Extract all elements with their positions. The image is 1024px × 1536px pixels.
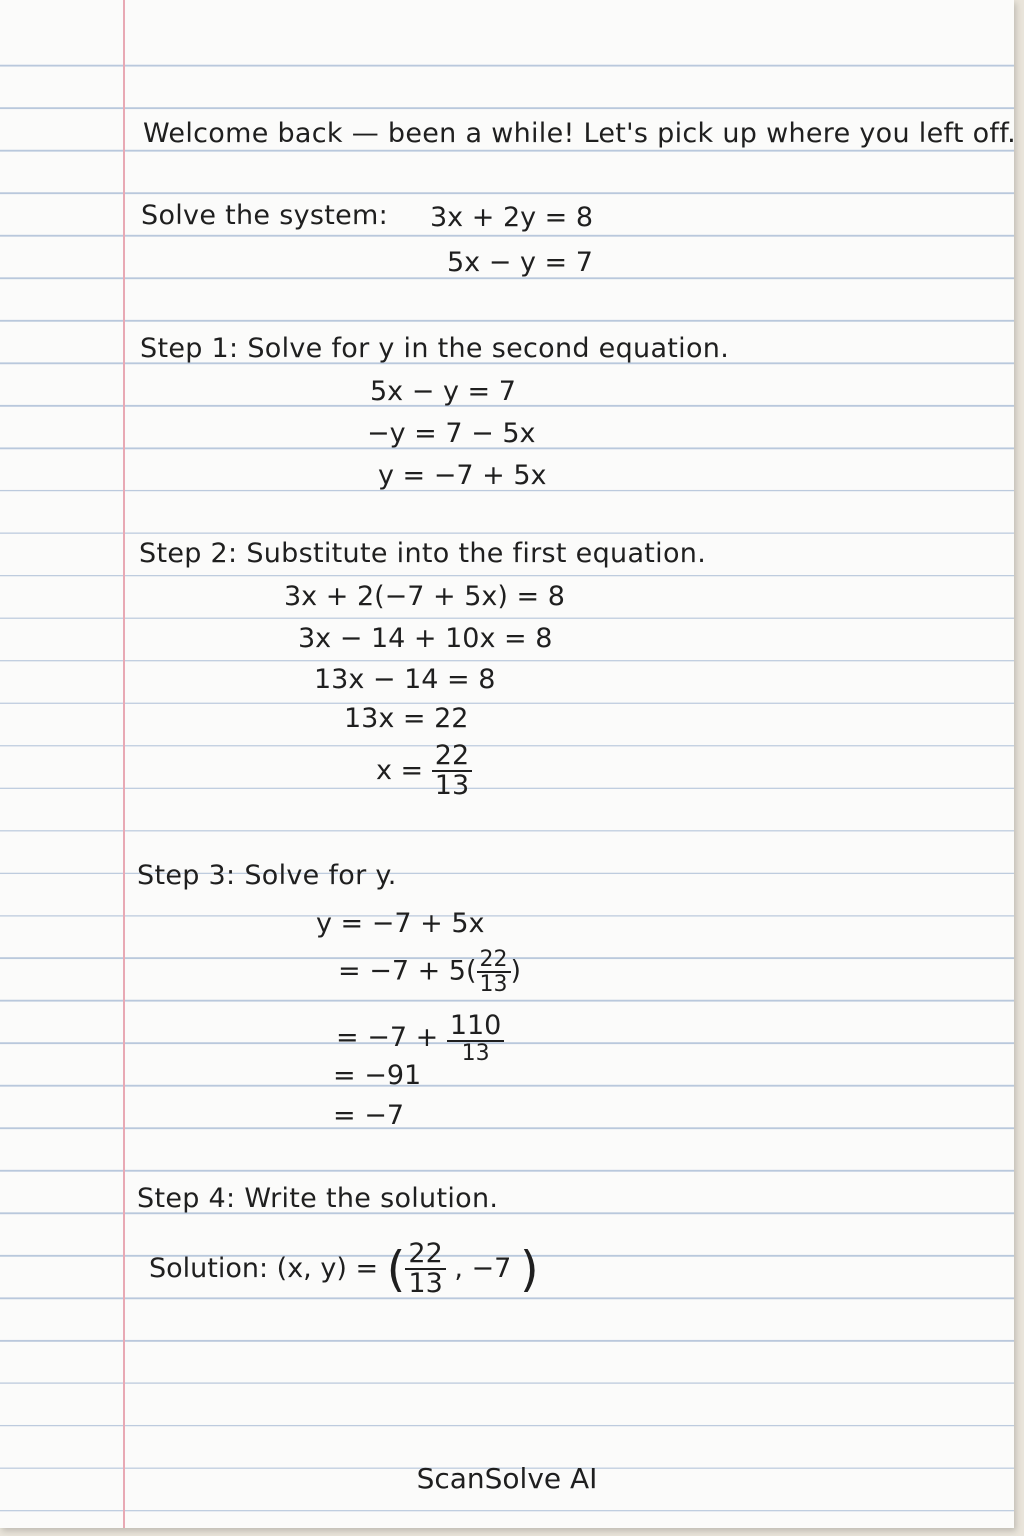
step3-heading: Step 3: Solve for y. xyxy=(137,860,397,891)
problem-equation-2: 5x − y = 7 xyxy=(447,247,593,278)
step2-heading: Step 2: Substitute into the first equation. xyxy=(139,538,707,569)
step2-x-lhs: x = xyxy=(376,754,424,786)
step2-line-1: 3x + 2(−7 + 5x) = 8 xyxy=(284,581,565,612)
step3-line-4: = −91 xyxy=(333,1060,422,1091)
step2-x-fraction xyxy=(432,742,472,801)
step3-line-2-prefix: = −7 + 5( xyxy=(338,955,477,987)
fraction-denominator: 13 xyxy=(479,972,508,998)
footer-brand: ScanSolve AI xyxy=(416,1462,598,1495)
fraction-denominator: 13 xyxy=(408,1268,443,1300)
step3-line-3-fraction xyxy=(447,1012,505,1065)
step3-line-2 xyxy=(338,948,521,996)
step3-line-2-fraction xyxy=(477,948,511,996)
problem-label: Solve the system: xyxy=(141,200,389,231)
step1-line-1: 5x − y = 7 xyxy=(370,376,516,407)
step1-line-3: y = −7 + 5x xyxy=(378,460,547,491)
fraction-denominator: 13 xyxy=(461,1041,490,1067)
step2-line-2: 3x − 14 + 10x = 8 xyxy=(298,623,553,654)
step1-line-2: −y = 7 − 5x xyxy=(367,418,536,449)
step2-line-4: 13x = 22 xyxy=(344,703,469,734)
fraction-numerator: 22 xyxy=(432,742,472,772)
fraction-numerator: 22 xyxy=(405,1240,445,1270)
step3-line-1: y = −7 + 5x xyxy=(316,908,485,939)
problem-equation-1: 3x + 2y = 8 xyxy=(430,202,594,233)
step3-line-3-prefix: = −7 + xyxy=(336,1022,439,1054)
step2-line-3: 13x − 14 = 8 xyxy=(314,664,496,695)
margin-line xyxy=(123,0,125,1528)
solution-y-value: −7 xyxy=(471,1252,512,1284)
step3-line-5: = −7 xyxy=(333,1100,405,1131)
step2-x-result xyxy=(376,742,472,801)
solution-label: Solution: (x, y) = xyxy=(149,1252,379,1284)
solution-line xyxy=(149,1240,539,1299)
solution-close-paren: ) xyxy=(519,1241,539,1298)
fraction-denominator: 13 xyxy=(434,770,470,802)
step1-heading: Step 1: Solve for y in the second equation. xyxy=(140,333,730,364)
solution-x-fraction xyxy=(405,1240,445,1299)
fraction-numerator: 22 xyxy=(477,948,511,973)
step3-line-3 xyxy=(336,1012,504,1065)
solution-open-paren: ( xyxy=(386,1241,406,1298)
greeting-text: Welcome back — been a while! Let's pick up where you left off. xyxy=(143,118,1016,149)
solution-separator: , xyxy=(454,1252,463,1284)
step3-line-2-suffix: ) xyxy=(510,955,522,987)
step4-heading: Step 4: Write the solution. xyxy=(137,1183,499,1214)
fraction-numerator: 110 xyxy=(447,1012,505,1042)
